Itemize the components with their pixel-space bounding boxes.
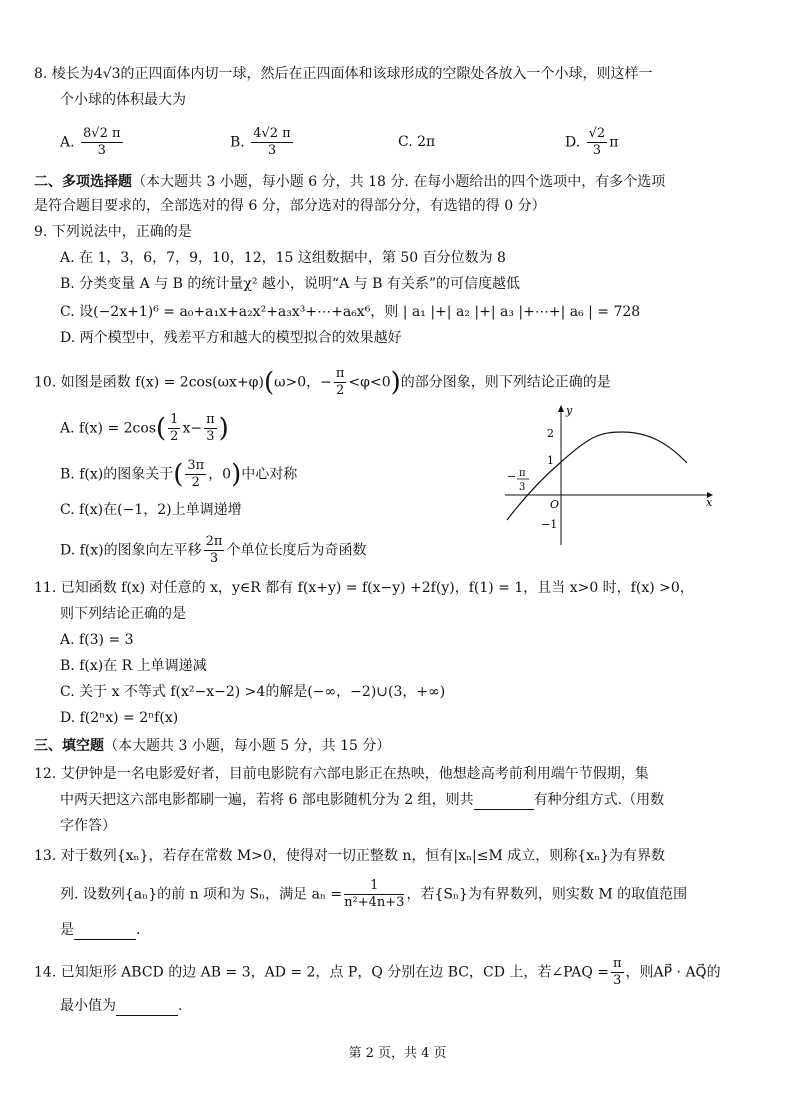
q8-option-d: D. $\frac{√2}{3}$ π (565, 126, 619, 158)
page-footer: 第 2 页，共 4 页 (348, 1046, 447, 1061)
q8-option-a: A. $\frac{8√2 \pi}{3}$ (60, 126, 121, 158)
q11-option-c: C. 关于 x 不等式 f(x²−x−2) >4的解是(−∞，−2)∪(3，+∞) (60, 684, 446, 700)
q8-option-c: C. 2π (398, 134, 436, 150)
x-axis-label: x (706, 496, 713, 509)
section3-title: 三、填空题 (34, 738, 104, 754)
cosine-curve (507, 432, 687, 520)
q11-line2: 则下列结论正确的是 (60, 606, 186, 622)
q13-line2: 列. 设数列{aₙ}的前 n 项和为 Sₙ，满足 aₙ = $\frac{1}{\text{n²+4n+3}}$ ，若{Sₙ}为有界数列，则实数 M 的取值范围 (60, 878, 688, 910)
q12-line1: 12. 艾伊钟是一名电影爱好者，目前电影院有六部电影正在热映，他想趁高考前利用端午节假期，集 (34, 766, 649, 782)
q8-option-b: B. $\frac{4√2 \pi}{3}$ (230, 126, 291, 158)
q13-line1: 13. 对于数列{xₙ}，若存在常数 M>0，使得对一切正整数 n，恒有|xₙ|≤M 成立，则称{xₙ}为有界数 (34, 848, 666, 864)
section2-title: 二、多项选择题 (34, 174, 132, 190)
section2-line2: 是符合题目要求的，全部选对的得 6 分，部分选对的得部分分，有选错的得 0 分） (34, 198, 546, 214)
q11-option-d: D. f(2ⁿx) = 2ⁿf(x) (60, 710, 179, 726)
q11-option-a: A. f(3) = 3 (60, 632, 134, 648)
q11-option-b: B. f(x)在 R 上单调递减 (60, 658, 207, 674)
y-axis-label: y (566, 404, 573, 417)
q13-answer-blank[interactable] (74, 923, 136, 940)
y-axis-arrow (558, 405, 564, 412)
q10-stem: 10. 如图是函数 f(x) = 2cos(ωx+φ)(ω>0，− $\frac{\pi}{2}$ <φ<0)的部分图象，则下列结论正确的是 (34, 366, 611, 398)
q14-line1: 14. 已知矩形 ABCD 的边 AB = 3，AD = 2，点 P，Q 分别在边 BC，CD 上，若∠PAQ = $\frac{\pi}{3}$ ，则AP⃗ · AQ⃗的 (34, 956, 721, 988)
q12-line2: 中两天把这六部电影都刷一遍，若将 6 部电影随机分为 2 组，则共 有种分组方式.（用数 (60, 792, 665, 808)
x-tick-numerator: π (519, 468, 526, 479)
q12-answer-blank[interactable] (474, 793, 534, 810)
q13-line3: 是 . (60, 922, 141, 938)
q9-stem: 9. 下列说法中，正确的是 (34, 224, 192, 240)
q9-option-a: A. 在 1，3，6，7，9，10，12，15 这组数据中，第 50 百分位数为 8 (60, 250, 506, 266)
q8-line2: 个小球的体积最大为 (60, 92, 186, 108)
q10-option-b: B. f(x)的图象关于( $\frac{3\pi}{2}$ ，0)中心对称 (60, 458, 298, 490)
q10-option-c: C. f(x)在(−1，2)上单调递增 (60, 502, 242, 518)
q11-line1: 11. 已知函数 f(x) 对任意的 x，y∈R 都有 f(x+y) = f(x−y) +2f(y)，f(1) = 1，且当 x>0 时，f(x) >0， (34, 580, 694, 596)
q9-option-b: B. 分类变量 A 与 B 的统计量χ² 越小，说明“A 与 B 有关系”的可信度越低 (60, 276, 520, 292)
x-tick-denominator: 3 (519, 482, 526, 493)
section3-header: 三、填空题（本大题共 3 小题，每小题 5 分，共 15 分） (34, 738, 391, 754)
q10-function-graph (495, 400, 720, 550)
x-tick-sign: − (507, 470, 517, 483)
q14-answer-blank[interactable] (116, 999, 178, 1016)
q9-option-c: C. 设(−2x+1)⁶ = a₀+a₁x+a₂x²+a₃x³+⋯+a₆x⁶，则 | a₁ |+| a₂ |+| a₃ |+⋯+| a₆ | = 728 (60, 304, 641, 320)
y-tick-neg1: −1 (541, 518, 558, 531)
q9-option-d: D. 两个模型中，残差平方和越大的模型拟合的效果越好 (60, 330, 402, 346)
q10-option-d: D. f(x)的图象向左平移 $\frac{2\pi}{3}$ 个单位长度后为奇函数 (60, 534, 367, 566)
y-tick-1: 1 (547, 454, 554, 467)
section2-line1: 二、多项选择题（本大题共 3 小题，每小题 6 分，共 18 分. 在每小题给出的四个选项中，有多个选项 (34, 174, 666, 190)
q8-line1: 8. 棱长为4√3的正四面体内切一球，然后在正四面体和该球形成的空隙处各放入一个小球，则这样一 (34, 66, 653, 82)
y-tick-2: 2 (547, 427, 554, 440)
origin-label: O (550, 498, 560, 511)
q14-line2: 最小值为 . (60, 998, 183, 1014)
q12-line3: 字作答） (60, 818, 116, 834)
q10-option-a: A. f(x) = 2cos( $\frac{1}{2}$ x− $\frac{\pi}{3}$ ) (60, 412, 229, 444)
